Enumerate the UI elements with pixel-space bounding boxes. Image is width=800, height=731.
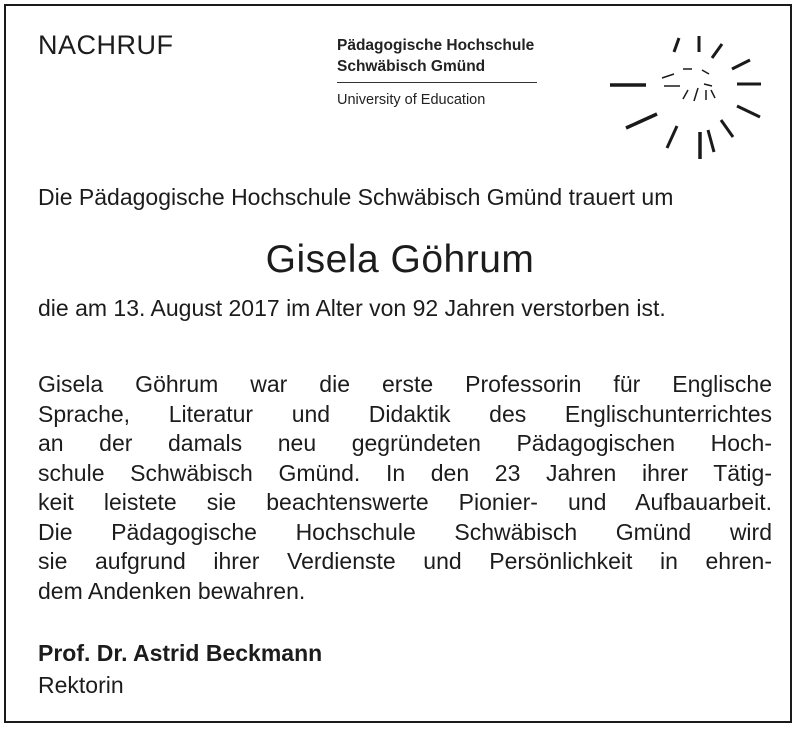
tribute-line: schule Schwäbisch Gmünd. In den 23 Jahren ihrer Tätig- <box>38 459 772 486</box>
tribute-line: sie aufgrund ihrer Verdienste und Persönlichkeit in ehren- <box>38 548 772 574</box>
tribute-line: keit leistete sie beachtenswerte Pionier- und Aufbauarbeit. <box>38 489 772 515</box>
tribute-line: dem Andenken bewahren. <box>38 577 306 604</box>
intro-text: Die Pädagogische Hochschule Schwäbisch Gmünd trauert um <box>38 184 674 210</box>
logo-divider <box>337 82 537 83</box>
institution-name-line1: Pädagogische Hochschule <box>337 37 535 54</box>
signatory-name: Prof. Dr. Astrid Beckmann <box>38 640 323 666</box>
death-notice-text: die am 13. August 2017 im Alter von 92 Jahren verstorben ist. <box>38 295 666 321</box>
tribute-line: Die Pädagogische Hochschule Schwäbisch Gmünd wird <box>38 518 772 545</box>
signatory-role: Rektorin <box>38 672 124 698</box>
institution-name-line2: Schwäbisch Gmünd <box>337 58 486 75</box>
institution-subtitle: University of Education <box>337 92 486 108</box>
tribute-line: an der damals neu gegründeten Pädagogischen Hoch- <box>38 430 772 456</box>
sunburst-logo-icon <box>600 30 770 162</box>
notice-label: NACHRUF <box>38 30 174 60</box>
tribute-paragraph <box>38 370 772 606</box>
tribute-line: Gisela Göhrum war die erste Professorin für Englische <box>38 371 772 397</box>
deceased-name: Gisela Göhrum <box>265 238 535 281</box>
tribute-line: Sprache, Literatur und Didaktik des Englischunterrichtes <box>38 400 772 427</box>
